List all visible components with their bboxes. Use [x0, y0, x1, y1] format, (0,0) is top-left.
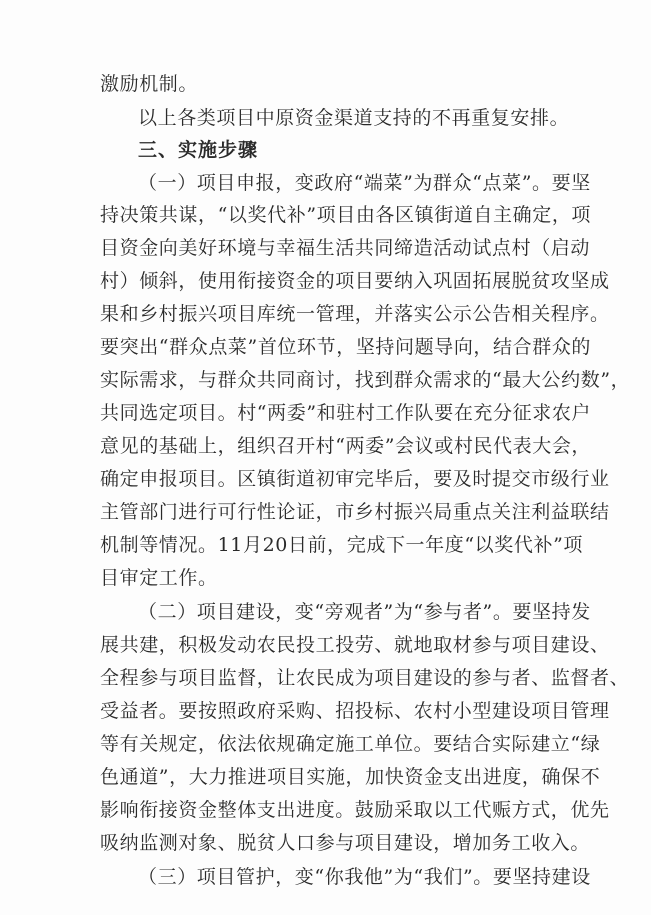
text-line-10: 实际需求，与群众共同商讨，找到群众需求的“最大公约数”， — [100, 369, 631, 391]
text-line-5: 持决策共谋，“以奖代补”项目由各区镇街道自主确定，项 — [100, 204, 592, 226]
text-line-13: 确定申报项目。区镇街道初审完毕后，要及时提交市级行业 — [100, 468, 610, 490]
text-line-14: 主管部门进行可行性论证，市乡村振兴局重点关注利益联结 — [100, 501, 610, 523]
text-line-7: 村）倾斜，使用衔接资金的项目要纳入巩固拓展脱贫攻坚成 — [100, 270, 610, 292]
text-line-23: 影响衔接资金整体支出进度。鼓励采取以工代赈方式，优先 — [100, 799, 610, 821]
section-heading: 三、实施步骤 — [138, 139, 259, 161]
text-line-24: 吸纳监测对象、脱贫人口参与项目建设，增加务工收入。 — [100, 832, 591, 854]
text-line-2: 以上各类项目中原资金渠道支持的不再重复安排。 — [138, 107, 570, 129]
text-line-9: 要突出“群众点菜”首位环节，坚持问题导向，结合群众的 — [100, 336, 592, 358]
text-line-22: 色通道”，大力推进项目实施，加快资金支出进度，确保不 — [100, 766, 601, 788]
text-line-12: 意见的基础上，组织召开村“两委”会议或村民代表大会， — [100, 435, 592, 457]
text-line-1: 激励机制。 — [100, 73, 199, 95]
text-line-25: （三）项目管护，变“你我他”为“我们”。要坚持建设 — [138, 866, 591, 888]
text-line-18: 展共建，积极发动农民投工投劳、就地取材参与项目建设、 — [100, 634, 610, 656]
text-line-20: 受益者。要按照政府采购、招投标、农村小型建设项目管理 — [100, 700, 610, 722]
text-line-11: 共同选定项目。村“两委”和驻村工作队要在充分征求农户 — [100, 402, 592, 424]
text-line-17: （二）项目建设，变“旁观者”为“参与者”。要坚持发 — [138, 601, 591, 623]
text-line-19: 全程参与项目监督，让农民成为项目建设的参与者、监督者、 — [100, 667, 630, 689]
text-line-15: 机制等情况。11月20日前，完成下一年度“以奖代补”项 — [100, 534, 583, 556]
text-line-8: 果和乡村振兴项目库统一管理，并落实公示公告相关程序。 — [100, 303, 610, 325]
text-line-21: 等有关规定，依法依规确定施工单位。要结合实际建立“绿 — [100, 733, 601, 755]
text-line-16: 目审定工作。 — [100, 567, 218, 589]
text-line-6: 目资金向美好环境与幸福生活共同缔造活动试点村（启动 — [100, 237, 591, 259]
text-line-4: （一）项目申报，变政府“端菜”为群众“点菜”。要坚 — [138, 172, 591, 194]
